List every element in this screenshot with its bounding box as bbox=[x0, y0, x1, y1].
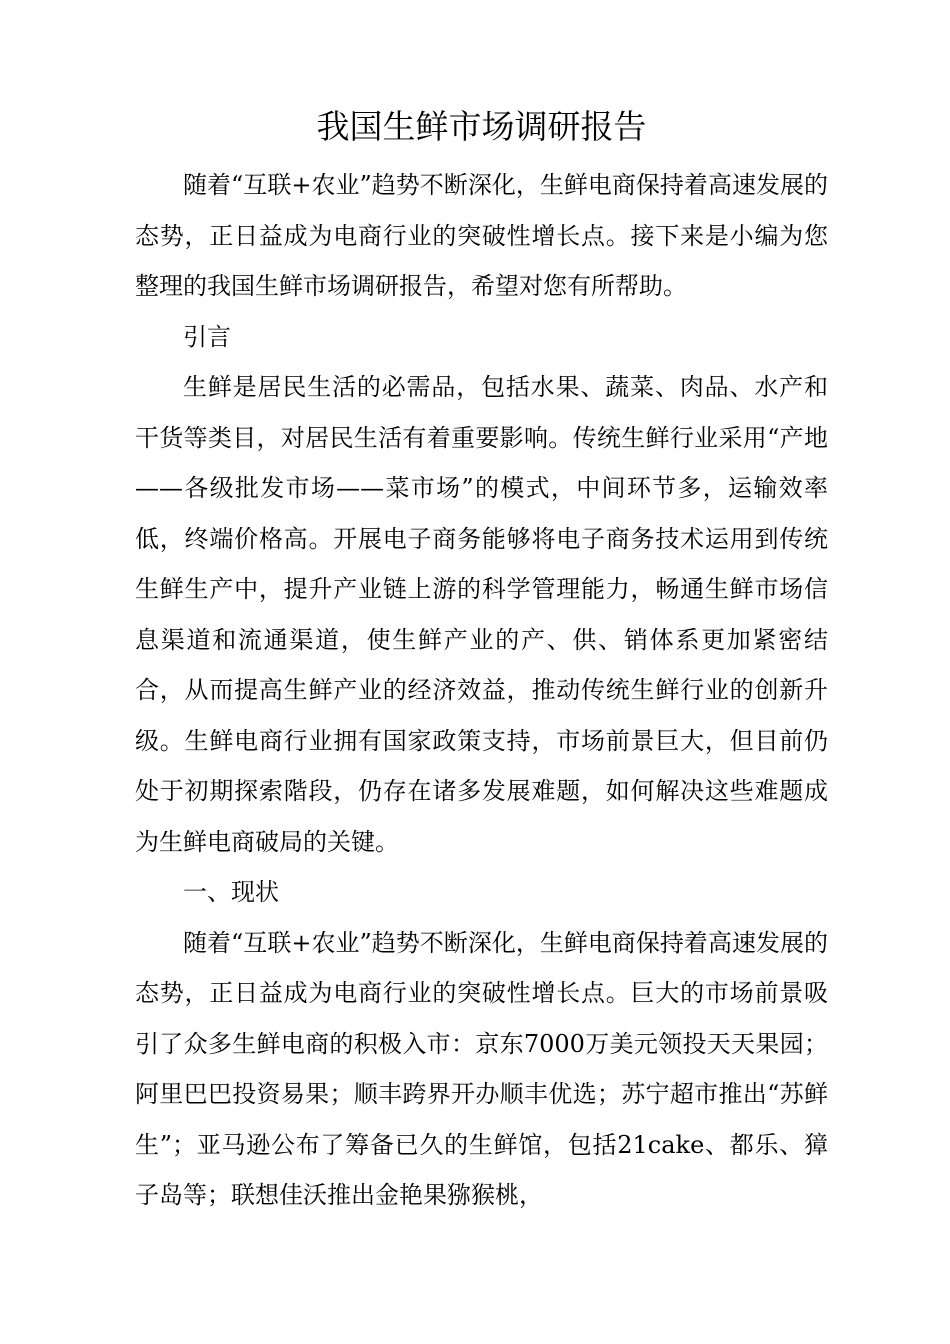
document-page bbox=[135, 104, 828, 1221]
section-heading-status: 一、现状 bbox=[183, 878, 279, 906]
document-title: 我国生鲜市场调研报告 bbox=[316, 107, 647, 146]
section-heading-preface: 引言 bbox=[183, 322, 231, 351]
preface-paragraph: 生鲜是居民生活的必需品，包括水果、蔬菜、肉品、水产和干货等类目，对居民生活有着重要影响。传统生鲜行业采用“产地——各级批发市场——菜市场”的模式，中间环节多，运输效率低，终端价格高。开展电子商务能够将电子商务技术运用到传统生鲜生产中，提升产业链上游的科学管理能力，畅通生鲜市场信息渠道和流通渠道，使生鲜产业的产、供、销体系更加紧密结合，从而提高生鲜产业的经济效益，推动传统生鲜行业的创新升级。生鲜电商行业拥有国家政策支持，市场前景巨大，但目前仍处于初期探索階段，仍存在诸多发展难题，如何解决这些难题成为生鲜电商破局的关键。 bbox=[135, 373, 828, 856]
status-paragraph: 随着“互联+农业”趋势不断深化，生鲜电商保持着高速发展的态势，正日益成为电商行业的突破性增长点。巨大的市场前景吸引了众多生鲜电商的积极入市：京东7000万美元领投天天果园；阿里巴巴投资易果；顺丰跨界开办顺丰优选；苏宁超市推出“苏鲜生”；亚马逊公布了筹备已久的生鲜馆，包括21cake、都乐、獐子岛等；联想佳沃推出金艳果猕猴桃， bbox=[135, 928, 828, 1209]
intro-paragraph: 随着“互联+农业”趋势不断深化，生鲜电商保持着高速发展的态势，正日益成为电商行业的突破性增长点。接下来是小编为您整理的我国生鲜市场调研报告，希望对您有所帮助。 bbox=[135, 171, 828, 300]
